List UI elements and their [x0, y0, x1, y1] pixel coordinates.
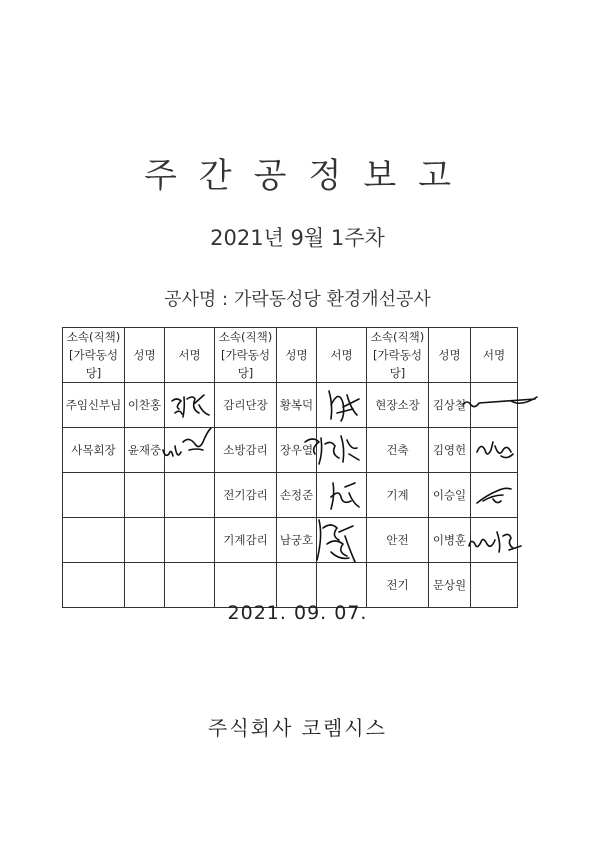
role-cell: 건축	[367, 428, 429, 473]
signature-cell	[165, 383, 215, 428]
table-row	[63, 428, 518, 473]
role-cell: 감리단장	[215, 383, 277, 428]
signature-cell	[317, 518, 367, 563]
signature-cell	[165, 518, 215, 563]
signature-cell	[165, 428, 215, 473]
handwritten-signature	[169, 387, 213, 423]
project-name: 공사명 : 가락동성당 환경개선공사	[164, 289, 431, 310]
table-row	[63, 563, 518, 608]
name-cell: 김상철	[429, 383, 471, 428]
company-name: 주식회사 코렘시스	[208, 716, 387, 740]
role-cell: 사목회장	[63, 428, 125, 473]
name-cell	[125, 518, 165, 563]
name-cell	[125, 473, 165, 518]
report-date: 2021. 09. 07.	[227, 602, 368, 624]
role-cell: 현장소장	[367, 383, 429, 428]
header-signature: 서명	[165, 328, 215, 383]
role-cell	[63, 473, 125, 518]
signature-cell	[165, 563, 215, 608]
signature-cell	[317, 473, 367, 518]
table-row	[63, 518, 518, 563]
signature-cell	[165, 473, 215, 518]
header-name: 성명	[429, 328, 471, 383]
handwritten-signature	[325, 479, 361, 513]
name-cell: 이승일	[429, 473, 471, 518]
signature-cell	[471, 518, 518, 563]
handwritten-signature	[465, 524, 523, 556]
name-cell: 윤재중	[125, 428, 165, 473]
role-cell: 기계	[367, 473, 429, 518]
handwritten-signature	[323, 385, 363, 425]
role-cell	[63, 563, 125, 608]
report-week: 2021년 9월 1주차	[210, 226, 385, 250]
table-row	[63, 383, 518, 428]
role-cell	[215, 563, 277, 608]
signature-cell	[471, 428, 518, 473]
signature-cell	[471, 473, 518, 518]
table-row	[63, 473, 518, 518]
name-cell: 황복덕	[277, 383, 317, 428]
name-cell: 남궁호	[277, 518, 317, 563]
signature-cell	[317, 563, 367, 608]
header-name: 성명	[277, 328, 317, 383]
role-cell: 소방감리	[215, 428, 277, 473]
name-cell	[277, 563, 317, 608]
role-cell: 주임신부님	[63, 383, 125, 428]
role-cell	[63, 518, 125, 563]
name-cell	[125, 563, 165, 608]
handwritten-signature	[159, 420, 215, 464]
signature-cell	[317, 383, 367, 428]
header-signature: 서명	[317, 328, 367, 383]
handwritten-signature	[473, 481, 515, 509]
header-name: 성명	[125, 328, 165, 383]
header-signature: 서명	[471, 328, 518, 383]
signature-table	[62, 327, 518, 608]
handwritten-signature	[309, 516, 363, 568]
header-affiliation: 소속(직책) [가락동성당]	[215, 328, 277, 383]
name-cell: 김영헌	[429, 428, 471, 473]
role-cell: 안전	[367, 518, 429, 563]
name-cell: 장우열	[277, 428, 317, 473]
signature-cell	[471, 383, 518, 428]
role-cell: 전기감리	[215, 473, 277, 518]
header-row	[63, 328, 518, 383]
document-title: 주간공정보고	[143, 156, 474, 196]
name-cell: 이병훈	[429, 518, 471, 563]
header-affiliation: 소속(직책) [가락동성당]	[63, 328, 125, 383]
name-cell: 손정준	[277, 473, 317, 518]
role-cell: 기계감리	[215, 518, 277, 563]
name-cell: 이찬홍	[125, 383, 165, 428]
handwritten-signature	[473, 436, 517, 464]
handwritten-signature	[461, 393, 539, 415]
header-affiliation: 소속(직책) [가락동성당]	[367, 328, 429, 383]
signature-cell	[471, 563, 518, 608]
role-cell: 전기	[367, 563, 429, 608]
signature-cell	[317, 428, 367, 473]
name-cell: 문상원	[429, 563, 471, 608]
